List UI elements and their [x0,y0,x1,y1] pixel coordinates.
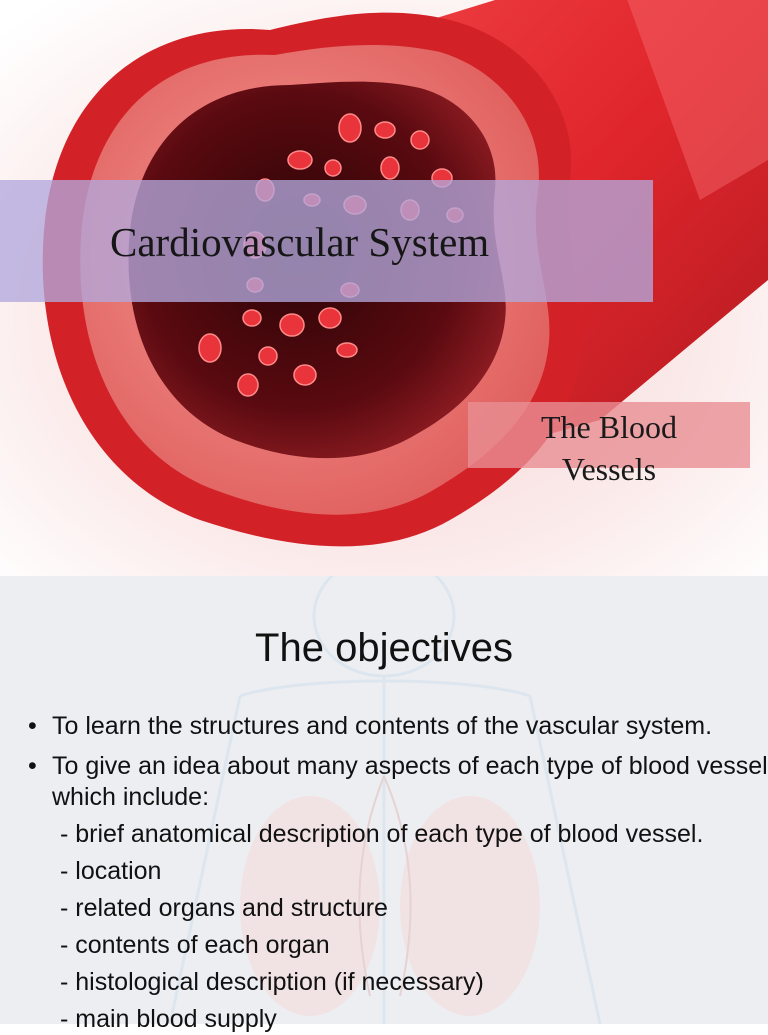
sub-item: - main blood supply [60,1005,277,1033]
sub-item: - histological description (if necessary) [60,968,484,996]
sub-item: - brief anatomical description of each type of blood vessel. [60,820,704,848]
subtitle-line-1: The Blood [541,409,677,445]
bullet-text: To learn the structures and contents of the vascular system. [52,712,713,740]
sub-item: - related organs and structure [60,894,388,922]
sub-item: - location [60,857,162,885]
bullet-text: which include: [52,783,210,811]
sub-item: - contents of each organ [60,931,330,959]
bullet-text: To give an idea about many aspects of each type of blood vessel [52,752,768,780]
bullet-icon: • [28,712,37,740]
bullet-icon: • [28,752,37,780]
subtitle-line-2: Vessels [561,451,657,487]
slide-subtitle [468,406,750,490]
objectives-heading: The objectives [255,626,513,670]
slide-title: Cardiovascular System [110,219,490,265]
